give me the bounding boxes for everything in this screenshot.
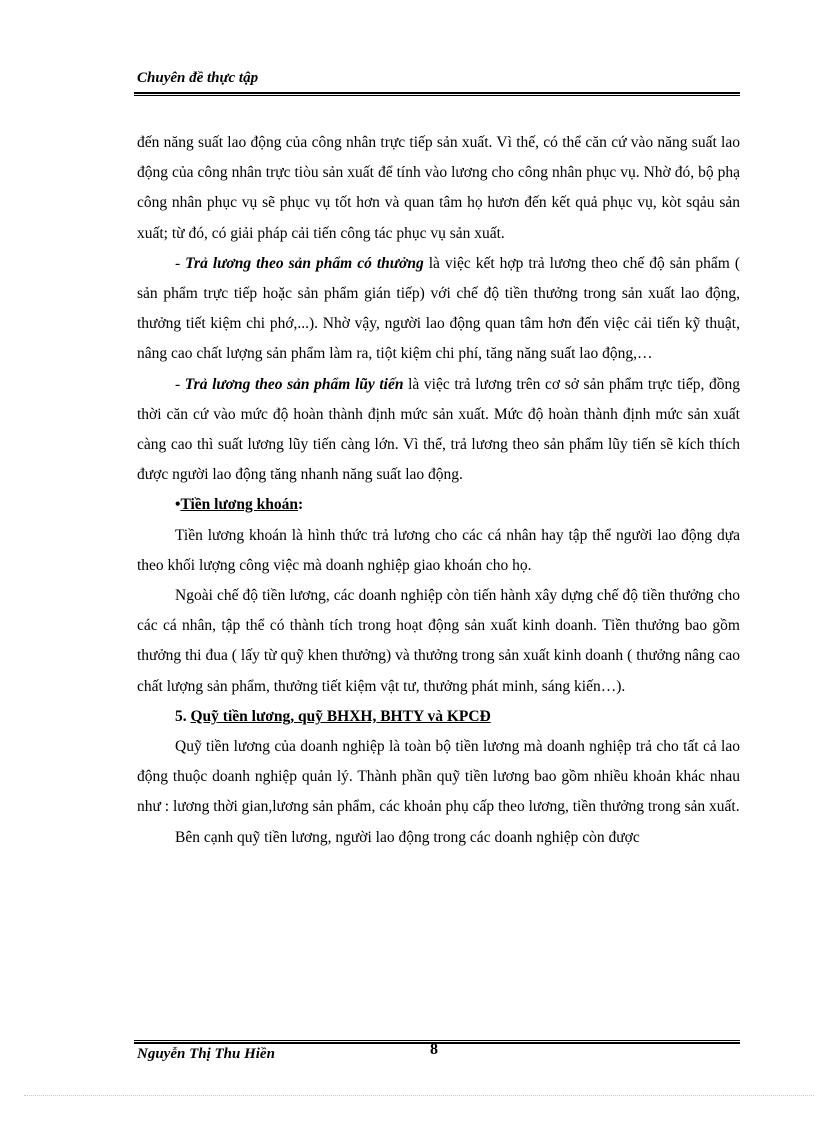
- dash-marker: -: [175, 254, 186, 272]
- term-progressive-pay: Trả lương theo sản phẩm lũy tiến: [184, 375, 404, 393]
- paragraph-3-text: là việc trả lương trên cơ sở sản phẩm trực tiếp, đồng thời căn cứ vào mức độ hoàn thành định mức sản xuất. Mức độ hoàn thành định mức sản xuất càng cao thì suất lương lũy tiến càng lớn. Vì thế, trả lương theo sản phẩm lũy tiến sẽ kích thích được người lao động tăng nhanh năng suất lao động.: [137, 375, 740, 484]
- header-rule: [134, 92, 740, 96]
- heading-contract-wage: [137, 490, 740, 520]
- page-edge-divider: [24, 1095, 814, 1096]
- paragraph-3: [137, 370, 740, 491]
- header-title: Chuyên đề thực tập: [137, 70, 259, 86]
- footer-author: Nguyễn Thị Thu Hiền: [137, 1046, 275, 1062]
- paragraph-5: Ngoài chế độ tiền lương, các doanh nghiệp còn tiến hành xây dựng chế độ tiền thưởng cho các cá nhân, tập thể có thành tích trong hoạt động sản xuất kinh doanh. Tiền thưởng bao gồm thưởng thi đua ( lấy từ quỹ khen thưởng) và thưởng trong sản xuất kinh doanh ( thưởng nâng cao chất lượng sản phẩm, thưởng tiết kiệm vật tư, thưởng phát minh, sáng kiến…).: [137, 587, 740, 695]
- heading-section-5-text: Quỹ tiền lương, quỹ BHXH, BHTY và KPCĐ: [190, 707, 491, 725]
- heading-colon: :: [297, 496, 304, 514]
- section-number: 5.: [175, 707, 191, 725]
- page-number: 8: [430, 1041, 438, 1058]
- dash-marker: -: [175, 375, 185, 393]
- paragraph-1: đến năng suất lao động của công nhân trực tiếp sản xuất. Vì thế, có thể căn cứ vào năng suất lao động của công nhân trực tiòu sản xuất để tính vào lương cho công nhân phục vụ. Nhờ đó, bộ phạ công nhân phục vụ sẽ phục vụ tốt hơn và quan tâm họ hươn đến kết quả phục vụ, kòt sqảu sản xuất; từ đó, có giải pháp cải tiến công tác phục vụ sản xuất.: [137, 134, 740, 242]
- paragraph-6: Quỹ tiền lương của doanh nghiệp là toàn bộ tiền lương mà doanh nghiệp trả cho tất cả lao động thuộc doanh nghiệp quản lý. Thành phần quỹ tiền lương bao gồm nhiều khoản khác nhau như : lương thời gian,lương sản phẩm, các khoản phụ cấp theo lương, tiền thưởng trong sản xuất.: [137, 738, 740, 816]
- term-bonus-pay: Trả lương theo sản phẩm có thưởng: [185, 254, 424, 272]
- document-body: [137, 128, 740, 853]
- bullet-icon: •: [175, 496, 181, 514]
- paragraph-4: Tiền lương khoán là hình thức trả lương cho các cá nhân hay tập thể người lao động dựa theo khối lượng công việc mà doanh nghiệp giao khoán cho họ.: [137, 526, 740, 574]
- paragraph-7: Bên cạnh quỹ tiền lương, người lao động trong các doanh nghiệp còn được: [175, 828, 640, 846]
- heading-contract-wage-text: Tiền lương khoán: [180, 496, 298, 514]
- paragraph-2-text: là việc kết hợp trả lương theo chế độ sản phẩm ( sản phẩm trực tiếp hoặc sản phẩm gián tiếp) với chế độ tiền thưởng trong sản xuất lao động, thưởng tiết kiệm chi phớ,...). Nhờ vậy, người lao động quan tâm hơn đến việc cải tiến kỹ thuật, nâng cao chất lượng sản phẩm làm ra, tiột kiệm chi phí, tăng năng suất lao động,…: [137, 254, 740, 363]
- paragraph-2: [137, 249, 740, 370]
- heading-section-5: [137, 702, 740, 732]
